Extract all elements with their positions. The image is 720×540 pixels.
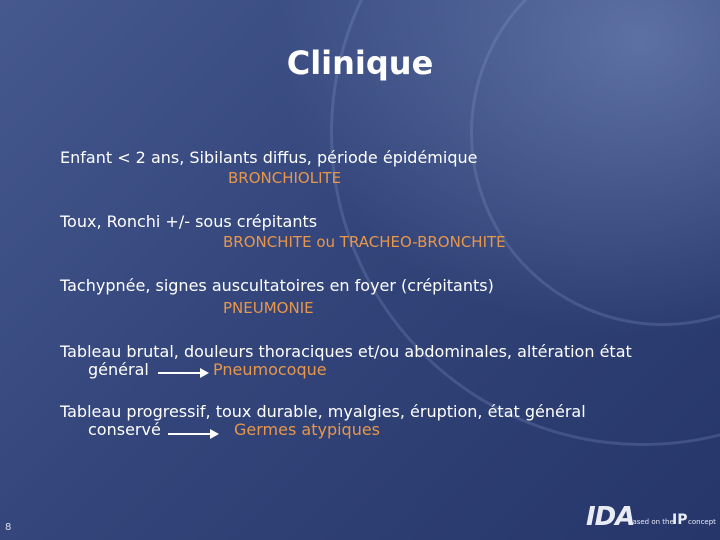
page-number: 8 [5, 522, 12, 533]
item-diagnosis-5: Germes atypiques [234, 420, 381, 439]
item-symptoms-4-cont: général [88, 360, 149, 379]
item-symptoms-2: Toux, Ronchi +/- sous crépitants [60, 212, 318, 231]
item-symptoms-1: Enfant < 2 ans, Sibilants diffus, période épidémique [60, 148, 478, 167]
arrow-line [158, 372, 202, 374]
item-symptoms-5: Tableau progressif, toux durable, myalgies, éruption, état général [60, 402, 586, 421]
arrow-icon [210, 429, 219, 439]
item-diagnosis-4: Pneumocoque [213, 360, 327, 379]
arrow-icon [200, 368, 209, 378]
item-symptoms-5-cont: conservé [88, 420, 161, 439]
arrow-line [168, 433, 212, 435]
logo-caption-2: concept [688, 518, 716, 526]
item-symptoms-4: Tableau brutal, douleurs thoraciques et/ou abdominales, altération état [60, 342, 632, 361]
item-diagnosis-2: BRONCHITE ou TRACHEO-BRONCHITE [223, 233, 506, 251]
logo-caption: based on the [628, 518, 674, 526]
logo-mark: IP [672, 512, 688, 528]
item-diagnosis-3: PNEUMONIE [223, 299, 314, 317]
slide-title: Clinique [286, 44, 434, 82]
item-diagnosis-1: BRONCHIOLITE [228, 169, 342, 187]
item-symptoms-3: Tachypnée, signes auscultatoires en foyer (crépitants) [60, 276, 494, 295]
brand-logo: IDA [586, 502, 635, 532]
